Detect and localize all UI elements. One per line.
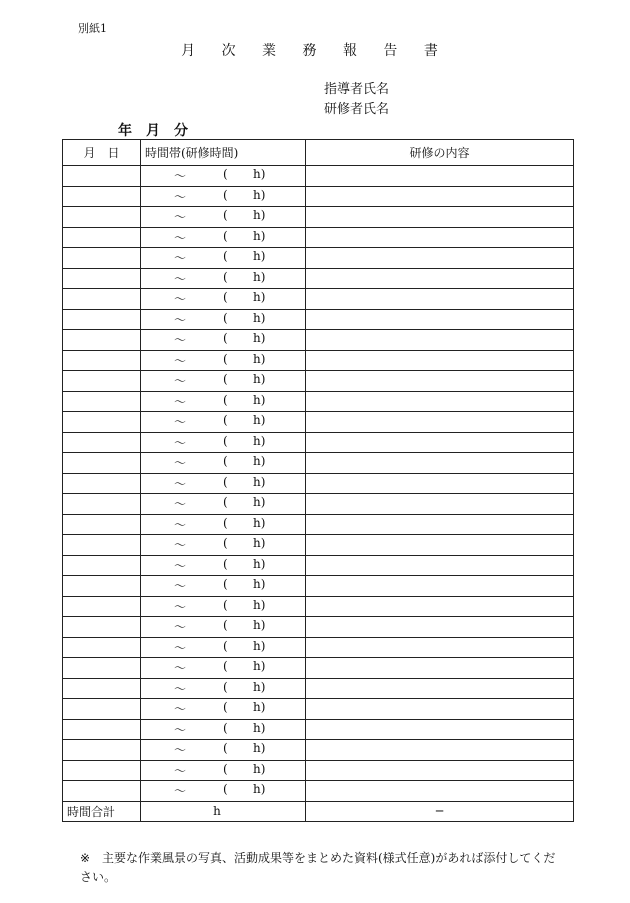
table-row: [63, 535, 574, 556]
time-cell[interactable]: [141, 330, 306, 351]
hours-unit: h): [253, 597, 266, 612]
time-cell[interactable]: [141, 781, 306, 802]
hours-unit: h): [253, 433, 266, 448]
tilde-separator: 〜: [174, 271, 187, 286]
content-cell[interactable]: [306, 678, 574, 699]
hours-paren-open: (: [223, 433, 228, 448]
date-cell[interactable]: [63, 760, 141, 781]
table-row: [63, 432, 574, 453]
hours-paren-open: (: [223, 167, 228, 181]
table-row: [63, 678, 574, 699]
hours-unit: h): [253, 638, 266, 653]
hours-paren-open: (: [223, 618, 228, 632]
name-block: [324, 80, 389, 120]
tilde-separator: 〜: [174, 456, 187, 470]
hours-paren-open: (: [223, 249, 228, 263]
hours-paren-open: (: [223, 536, 228, 550]
hours-paren-open: (: [223, 515, 228, 530]
table-row: [63, 166, 574, 187]
content-cell[interactable]: [306, 719, 574, 740]
tilde-separator: 〜: [174, 292, 187, 306]
tilde-separator: 〜: [174, 620, 187, 634]
date-cell[interactable]: [63, 166, 141, 187]
time-cell[interactable]: [141, 555, 306, 576]
table-row: [63, 760, 574, 781]
content-cell[interactable]: [306, 432, 574, 453]
table-row: [63, 658, 574, 679]
date-cell[interactable]: [63, 248, 141, 269]
hours-unit: h): [253, 741, 266, 755]
table-row: [63, 412, 574, 433]
hours-unit: h): [253, 659, 266, 673]
date-cell[interactable]: [63, 678, 141, 699]
tilde-separator: 〜: [174, 312, 187, 327]
table-row: [63, 781, 574, 802]
hours-unit: h): [253, 208, 266, 222]
hours-unit: h): [253, 228, 266, 243]
table-row: [63, 309, 574, 330]
hours-unit: h): [253, 577, 266, 591]
time-cell[interactable]: [141, 596, 306, 617]
tilde-separator: 〜: [174, 722, 187, 737]
content-cell[interactable]: [306, 453, 574, 474]
content-cell[interactable]: [306, 781, 574, 802]
date-cell[interactable]: [63, 186, 141, 207]
time-cell[interactable]: [141, 535, 306, 556]
date-cell[interactable]: [63, 514, 141, 535]
table-row: [63, 637, 574, 658]
table-row: [63, 330, 574, 351]
content-cell[interactable]: [306, 535, 574, 556]
date-cell[interactable]: [63, 330, 141, 351]
hours-unit: h): [253, 187, 266, 202]
content-cell[interactable]: [306, 576, 574, 597]
tilde-separator: 〜: [174, 763, 187, 778]
date-cell[interactable]: [63, 555, 141, 576]
content-cell[interactable]: [306, 289, 574, 310]
date-cell[interactable]: [63, 719, 141, 740]
time-cell[interactable]: [141, 350, 306, 371]
date-cell[interactable]: [63, 535, 141, 556]
tilde-separator: 〜: [174, 476, 187, 491]
hours-unit: h): [253, 351, 266, 366]
hours-unit: h): [253, 413, 266, 427]
content-cell[interactable]: [306, 166, 574, 187]
tilde-separator: 〜: [174, 394, 187, 409]
hours-paren-open: (: [223, 413, 228, 427]
date-cell[interactable]: [63, 473, 141, 494]
tilde-separator: 〜: [174, 681, 187, 696]
hours-unit: h): [253, 372, 266, 386]
hours-paren-open: (: [223, 495, 228, 509]
tilde-separator: 〜: [174, 497, 187, 511]
time-cell[interactable]: [141, 514, 306, 535]
date-cell[interactable]: [63, 350, 141, 371]
footnote-mark: ※: [80, 851, 91, 865]
time-cell[interactable]: [141, 719, 306, 740]
hours-unit: h): [253, 454, 266, 468]
table-row: [63, 740, 574, 761]
date-cell[interactable]: [63, 268, 141, 289]
content-cell[interactable]: [306, 514, 574, 535]
hours-paren-open: (: [223, 228, 228, 243]
content-cell[interactable]: [306, 473, 574, 494]
footnote: [80, 849, 560, 887]
date-cell[interactable]: [63, 432, 141, 453]
date-cell[interactable]: [63, 617, 141, 638]
time-cell[interactable]: [141, 227, 306, 248]
date-cell[interactable]: [63, 658, 141, 679]
date-cell[interactable]: [63, 453, 141, 474]
time-cell[interactable]: [141, 309, 306, 330]
content-cell[interactable]: [306, 248, 574, 269]
content-cell[interactable]: [306, 391, 574, 412]
hours-paren-open: (: [223, 372, 228, 386]
hours-paren-open: (: [223, 720, 228, 735]
table-body: [63, 166, 574, 802]
hours-paren-open: (: [223, 761, 228, 776]
tilde-separator: 〜: [174, 661, 187, 675]
hours-unit: h): [253, 331, 266, 345]
table-row: [63, 453, 574, 474]
date-cell[interactable]: [63, 207, 141, 228]
attachment-label: 別紙1: [78, 22, 107, 35]
hours-paren-open: (: [223, 269, 228, 284]
time-cell[interactable]: [141, 760, 306, 781]
column-header-time: 時間帯(研修時間): [141, 140, 306, 166]
hours-unit: h): [253, 167, 266, 181]
hours-unit: h): [253, 290, 266, 304]
hours-unit: h): [253, 310, 266, 325]
hours-unit: h): [253, 495, 266, 509]
table-row: [63, 268, 574, 289]
hours-paren-open: (: [223, 290, 228, 304]
content-cell[interactable]: [306, 268, 574, 289]
content-cell[interactable]: [306, 740, 574, 761]
total-content-dash: ─: [306, 801, 574, 822]
hours-paren-open: (: [223, 597, 228, 612]
hours-paren-open: (: [223, 208, 228, 222]
tilde-separator: 〜: [174, 230, 187, 245]
content-cell[interactable]: [306, 207, 574, 228]
tilde-separator: 〜: [174, 353, 187, 368]
hours-paren-open: (: [223, 187, 228, 202]
time-cell[interactable]: [141, 678, 306, 699]
hours-unit: h): [253, 249, 266, 263]
hours-paren-open: (: [223, 392, 228, 407]
content-cell[interactable]: [306, 412, 574, 433]
table-row: [63, 576, 574, 597]
tilde-separator: 〜: [174, 579, 187, 593]
tilde-separator: 〜: [174, 743, 187, 757]
date-cell[interactable]: [63, 699, 141, 720]
content-cell[interactable]: [306, 658, 574, 679]
date-cell[interactable]: [63, 227, 141, 248]
date-cell[interactable]: [63, 289, 141, 310]
hours-paren-open: (: [223, 474, 228, 489]
hours-paren-open: (: [223, 331, 228, 345]
hours-unit: h): [253, 556, 266, 571]
table-row: [63, 555, 574, 576]
time-cell[interactable]: [141, 432, 306, 453]
content-cell[interactable]: [306, 555, 574, 576]
time-cell[interactable]: [141, 637, 306, 658]
hours-unit: h): [253, 536, 266, 550]
total-row: [63, 801, 574, 822]
table-row: [63, 371, 574, 392]
tilde-separator: 〜: [174, 702, 187, 716]
hours-unit: h): [253, 515, 266, 530]
tilde-separator: 〜: [174, 333, 187, 347]
time-cell[interactable]: [141, 699, 306, 720]
hours-unit: h): [253, 269, 266, 284]
tilde-separator: 〜: [174, 374, 187, 388]
table-row: [63, 248, 574, 269]
hours-paren-open: (: [223, 351, 228, 366]
tilde-separator: 〜: [174, 558, 187, 573]
table-row: [63, 289, 574, 310]
hours-paren-open: (: [223, 700, 228, 714]
date-cell[interactable]: [63, 740, 141, 761]
date-cell[interactable]: [63, 596, 141, 617]
date-cell[interactable]: [63, 391, 141, 412]
time-cell[interactable]: [141, 473, 306, 494]
tilde-separator: 〜: [174, 189, 187, 204]
report-table: [62, 139, 574, 822]
hours-unit: h): [253, 679, 266, 694]
tilde-separator: 〜: [174, 251, 187, 265]
time-cell[interactable]: [141, 248, 306, 269]
table-row: [63, 207, 574, 228]
hours-paren-open: (: [223, 556, 228, 571]
date-cell[interactable]: [63, 494, 141, 515]
hours-unit: h): [253, 618, 266, 632]
hours-unit: h): [253, 700, 266, 714]
page-title: 月 次 業 務 報 告 書: [181, 43, 449, 59]
column-header-content: 研修の内容: [306, 140, 574, 166]
content-cell[interactable]: [306, 760, 574, 781]
hours-unit: h): [253, 782, 266, 796]
time-cell[interactable]: [141, 207, 306, 228]
table-row: [63, 699, 574, 720]
time-cell[interactable]: [141, 268, 306, 289]
table-row: [63, 473, 574, 494]
table-row: [63, 617, 574, 638]
hours-paren-open: (: [223, 659, 228, 673]
content-cell[interactable]: [306, 617, 574, 638]
time-cell[interactable]: [141, 412, 306, 433]
date-cell[interactable]: [63, 412, 141, 433]
tilde-separator: 〜: [174, 169, 187, 183]
content-cell[interactable]: [306, 371, 574, 392]
date-cell[interactable]: [63, 781, 141, 802]
tilde-separator: 〜: [174, 640, 187, 655]
table-row: [63, 350, 574, 371]
time-cell[interactable]: [141, 494, 306, 515]
table-row: [63, 186, 574, 207]
time-cell[interactable]: [141, 453, 306, 474]
content-cell[interactable]: [306, 494, 574, 515]
total-hours-cell[interactable]: h: [141, 801, 306, 822]
time-cell[interactable]: [141, 391, 306, 412]
footnote-text: 主要な作業風景の写真、活動成果等をまとめた資料(様式任意)があれば添付してください。: [80, 851, 556, 884]
table-header-row: [63, 140, 574, 166]
tilde-separator: 〜: [174, 784, 187, 798]
content-cell[interactable]: [306, 637, 574, 658]
content-cell[interactable]: [306, 699, 574, 720]
total-hours-label: 時間合計: [63, 801, 141, 822]
tilde-separator: 〜: [174, 538, 187, 552]
hours-paren-open: (: [223, 310, 228, 325]
content-cell[interactable]: [306, 330, 574, 351]
content-cell[interactable]: [306, 350, 574, 371]
hours-paren-open: (: [223, 454, 228, 468]
hours-unit: h): [253, 761, 266, 776]
time-cell[interactable]: [141, 371, 306, 392]
table-row: [63, 596, 574, 617]
instructor-name-label: 指導者氏名: [324, 82, 390, 97]
time-cell[interactable]: [141, 289, 306, 310]
hours-unit: h): [253, 720, 266, 735]
content-cell[interactable]: [306, 309, 574, 330]
time-cell[interactable]: [141, 740, 306, 761]
tilde-separator: 〜: [174, 599, 187, 614]
trainee-name-label: 研修者氏名: [324, 102, 390, 117]
time-cell[interactable]: [141, 166, 306, 187]
content-cell[interactable]: [306, 596, 574, 617]
hours-paren-open: (: [223, 679, 228, 694]
table-row: [63, 719, 574, 740]
hours-paren-open: (: [223, 782, 228, 796]
table-row: [63, 391, 574, 412]
table-row: [63, 494, 574, 515]
hours-unit: h): [253, 392, 266, 407]
hours-unit: h): [253, 474, 266, 489]
time-cell[interactable]: [141, 576, 306, 597]
period-label: 年 月 分: [118, 123, 188, 139]
content-cell[interactable]: [306, 227, 574, 248]
hours-paren-open: (: [223, 638, 228, 653]
tilde-separator: 〜: [174, 415, 187, 429]
tilde-separator: 〜: [174, 435, 187, 450]
hours-paren-open: (: [223, 741, 228, 755]
tilde-separator: 〜: [174, 517, 187, 532]
time-cell[interactable]: [141, 658, 306, 679]
content-cell[interactable]: [306, 186, 574, 207]
column-header-date: 月 日: [63, 140, 141, 166]
table-row: [63, 227, 574, 248]
time-cell[interactable]: [141, 617, 306, 638]
time-cell[interactable]: [141, 186, 306, 207]
table-row: [63, 514, 574, 535]
tilde-separator: 〜: [174, 210, 187, 224]
date-cell[interactable]: [63, 637, 141, 658]
date-cell[interactable]: [63, 371, 141, 392]
date-cell[interactable]: [63, 576, 141, 597]
hours-paren-open: (: [223, 577, 228, 591]
date-cell[interactable]: [63, 309, 141, 330]
